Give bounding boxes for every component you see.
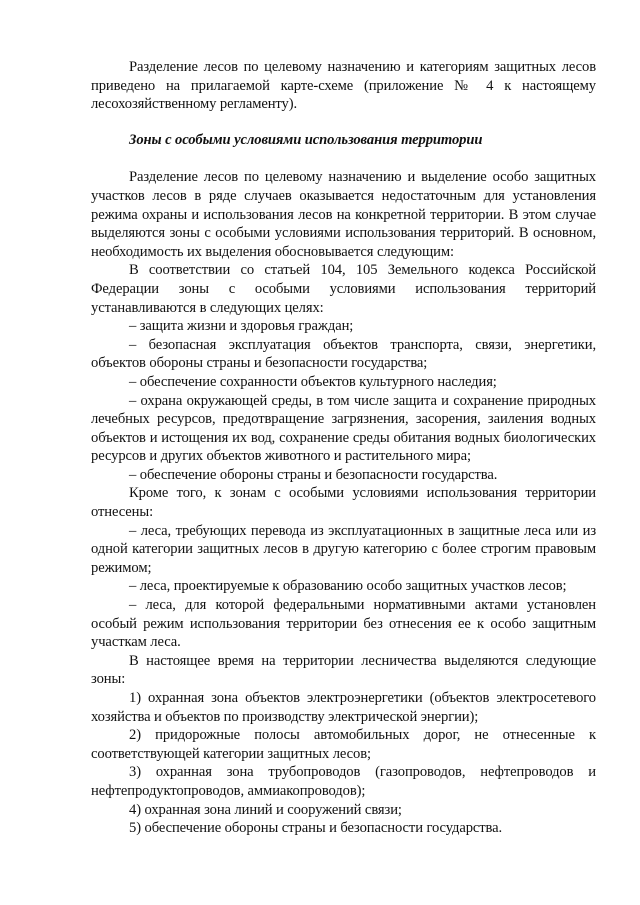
zone-item: 1) охранная зона объектов электроэнергетики (объектов электросетевого хозяйства и объектов по производству электрической энергии); — [91, 690, 596, 725]
zone-item: 4) охранная зона линий и сооружений связи; — [129, 801, 402, 818]
purpose-item: – обеспечение сохранности объектов культурного наследия; — [129, 373, 497, 390]
additional-item: – леса, для которой федеральными нормативными актами установлен особый режим использования территории без отнесения ее к особо защитным участкам леса. — [91, 597, 596, 651]
purpose-item: – безопасная эксплуатация объектов транспорта, связи, энергетики, объектов обороны страны и безопасности государства; — [91, 336, 596, 372]
purpose-item: – охрана окружающей среды, в том числе защита и сохранение природных лечебных ресурсов, предотвращение загрязнения, засорения, заиления водных объектов и истощения их вод, сохранение среды обитания водных биологических ресурсов и других объектов животного и растительного мира; — [91, 392, 596, 465]
additional-item: – леса, требующих перевода из эксплуатационных в защитные леса или из одной категории защитных лесов в другую категорию с более строгим правовым режимом; — [91, 522, 596, 576]
additional-item: – леса, проектируемые к образованию особо защитных участков лесов; — [129, 578, 567, 595]
zone-item: 3) охранная зона трубопроводов (газопроводов, нефтепроводов и нефтепродуктопроводов, аммиакопроводов); — [91, 764, 596, 799]
paragraph-3: Кроме того, к зонам с особыми условиями использования территории отнесены: — [91, 485, 596, 521]
section-heading: Зоны с особыми условиями использования территории — [129, 131, 483, 148]
intro-paragraph: Разделение лесов по целевому назначению и категориям защитных лесов приведено на прилагаемой карте-схеме (приложение № 4 к настоящему лесохозяйственному регламенту). — [91, 59, 596, 113]
zone-item: 5) обеспечение обороны страны и безопасности государства. — [129, 820, 503, 837]
paragraph-4: В настоящее время на территории лесничества выделяются следующие зоны: — [91, 652, 596, 688]
zone-item: 2) придорожные полосы автомобильных дорог, не отнесенные к соответствующей категории защитных лесов; — [91, 727, 596, 762]
document-page — [91, 58, 596, 838]
purpose-item: – обеспечение обороны страны и безопасности государства. — [129, 466, 498, 483]
paragraph-1: Разделение лесов по целевому назначению и выделение особо защитных участков лесов в ряде случаев оказывается недостаточным для установления режима охраны и использования лесов на конкретной территории. В этом случае выделяются зоны с особыми условиями использования территорий. В основном, необходимость их выделения обосновывается следующим: — [91, 169, 596, 260]
purpose-item: – защита жизни и здоровья граждан; — [129, 318, 354, 335]
paragraph-2: В соответствии со статьей 104, 105 Земельного кодекса Российской Федерации зоны с особыми условиями использования территорий устанавливаются в следующих целях: — [91, 262, 596, 316]
